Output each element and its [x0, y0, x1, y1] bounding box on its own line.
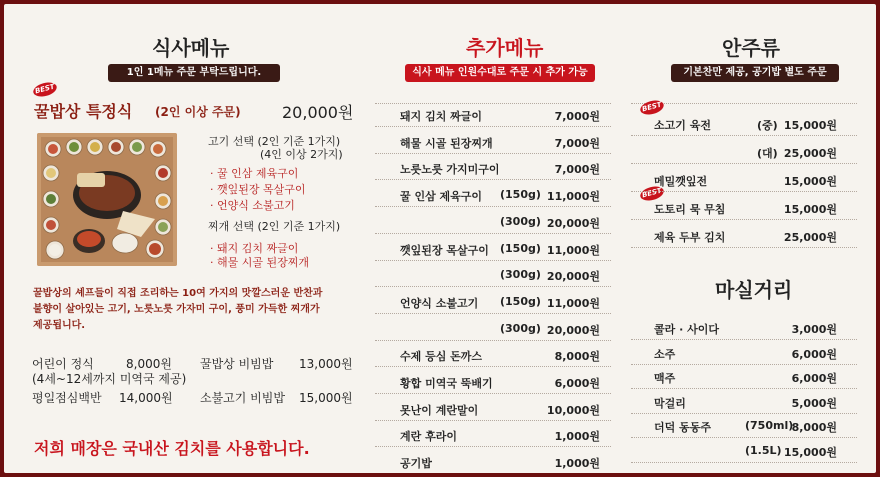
menu-item-price: 8,000원	[791, 421, 837, 434]
menu-item-price: 7,000원	[554, 110, 600, 123]
menu-item-price: 20,000원	[546, 323, 600, 337]
menu-item-price: 15,000원	[783, 175, 837, 188]
menu-item-size: (150g)	[500, 188, 541, 202]
row-divider	[375, 313, 611, 314]
menu-item-price: 15,000원	[783, 445, 837, 459]
menu-item-price: 20,000원	[546, 270, 600, 284]
gogi-title-2: (4인 이상 2가지)	[260, 148, 343, 161]
row-divider	[631, 135, 857, 136]
menu-item-name: 꿀 인삼 제육구이	[400, 190, 483, 204]
menu-item-price: 11,000원	[546, 243, 600, 257]
drinks-title: 마실거리	[715, 278, 793, 302]
best-badge: BEST	[639, 98, 666, 117]
bibim-name: 꿀밥상 비빔밥	[200, 357, 274, 371]
row-divider	[631, 462, 857, 463]
extra-divider	[375, 103, 611, 104]
bulgogi-bibim-price: 15,000원	[299, 391, 353, 405]
row-divider	[375, 340, 611, 341]
menu-item-price: 7,000원	[554, 136, 600, 150]
jjigae-item: · 돼지 김치 짜글이	[210, 242, 299, 255]
description-line: 꿀밥상의 셰프들이 직접 조리하는 10여 가지의 맛깔스러운 반찬과	[33, 288, 323, 299]
menu-item-name: 해물 시골 된장찌개	[400, 136, 493, 150]
menu-item-size: (1.5L)	[745, 443, 782, 457]
special-price: 20,000원	[282, 103, 354, 122]
menu-item-name: 막걸리	[654, 396, 686, 410]
menu-item-size: (300g)	[500, 214, 541, 228]
menu-item-name: 깻잎된장 목살구이	[400, 243, 489, 257]
anju-divider	[631, 103, 857, 104]
best-badge: BEST	[32, 80, 59, 99]
jjigae-title: 찌개 선택 (2인 기준 1가지)	[208, 220, 341, 233]
menu-item-name: 콜라 · 사이다	[654, 323, 719, 336]
kids-price: 8,000원	[126, 357, 172, 371]
gogi-item: · 깻잎된장 목살구이	[210, 183, 306, 196]
extra-title: 추가메뉴	[466, 36, 544, 60]
meal-pill: 1인 1메뉴 주문 부탁드립니다.	[108, 64, 280, 82]
description-line: 불향이 살아있는 고기, 노릇노릇 가자미 구이, 풍미 가득한 찌개가	[33, 304, 320, 315]
menu-item-name: 못난이 계란말이	[400, 403, 479, 417]
extra-pill: 식사 메뉴 인원수대로 주문 시 추가 가능	[405, 64, 595, 82]
special-name: 꿀밥상 특정식	[34, 102, 133, 121]
row-divider	[375, 366, 611, 367]
row-divider	[375, 286, 611, 287]
menu-item-price: 3,000원	[791, 323, 837, 336]
menu-item-price: 8,000원	[554, 350, 600, 364]
menu-item-price: 25,000원	[783, 231, 837, 244]
menu-item-name: 언양식 소불고기	[400, 296, 479, 310]
menu-item-price: 15,000원	[783, 203, 837, 216]
gogi-item: · 언양식 소불고기	[210, 199, 295, 212]
menu-item-size: (300g)	[500, 321, 541, 335]
menu-item-name: 소고기 육전	[654, 119, 711, 132]
menu-item-name: 메밀깻잎전	[654, 175, 708, 188]
menu-item-name: 돼지 김치 짜글이	[400, 110, 483, 123]
menu-board	[4, 4, 876, 473]
row-divider	[375, 179, 611, 180]
description-line: 제공됩니다.	[33, 320, 86, 331]
row-divider	[631, 247, 857, 248]
row-divider	[375, 153, 611, 154]
row-divider	[631, 219, 857, 220]
row-divider	[375, 420, 611, 421]
menu-item-size: (150g)	[500, 294, 541, 308]
menu-item-price: 11,000원	[546, 296, 600, 310]
row-divider	[375, 126, 611, 127]
menu-item-size: (300g)	[500, 268, 541, 282]
korean-table-meal-photo-icon	[37, 133, 177, 266]
row-divider	[375, 446, 611, 447]
menu-item-name: 계란 후라이	[400, 430, 457, 444]
menu-item-price: 15,000원	[783, 119, 837, 132]
bibim-price: 13,000원	[299, 357, 353, 371]
meal-photo-drawing	[37, 133, 177, 266]
row-divider	[375, 260, 611, 261]
row-divider	[375, 206, 611, 207]
menu-item-size: (150g)	[500, 241, 541, 255]
special-note: (2인 이상 주문)	[155, 105, 241, 119]
jjigae-item: · 해물 시골 된장찌개	[210, 256, 309, 269]
menu-item-price: 6,000원	[554, 377, 600, 390]
menu-item-name: 제육 두부 김치	[654, 231, 726, 244]
weekday-name: 평일점심백반	[32, 391, 102, 405]
menu-item-size: (750ml)	[745, 419, 794, 432]
weekday-price: 14,000원	[119, 391, 173, 405]
gogi-title: 고기 선택 (2인 기준 1가지)	[208, 135, 341, 148]
row-divider	[375, 393, 611, 394]
menu-item-name: 맥주	[654, 372, 676, 385]
kids-name: 어린이 정식	[32, 357, 94, 371]
menu-item-price: 6,000원	[791, 347, 837, 361]
menu-item-price: 25,000원	[783, 147, 837, 160]
anju-pill: 기본찬만 제공, 공기밥 별도 주문	[671, 64, 839, 82]
best-badge: BEST	[639, 184, 666, 203]
menu-item-name: 황합 미역국 뚝배기	[400, 377, 493, 390]
menu-item-name: 공기밥	[400, 457, 432, 471]
menu-item-price: 7,000원	[554, 163, 600, 177]
menu-item-name: 더덕 동동주	[654, 421, 711, 434]
menu-item-price: 11,000원	[546, 190, 600, 204]
row-divider	[631, 339, 857, 340]
menu-item-price: 20,000원	[546, 216, 600, 230]
row-divider	[631, 364, 857, 365]
menu-item-size: (대)	[757, 147, 778, 160]
menu-item-name: 도토리 묵 무침	[654, 203, 726, 216]
row-divider	[631, 413, 857, 414]
menu-item-name: 소주	[654, 347, 676, 361]
anju-title: 안주류	[722, 36, 780, 60]
meal-title: 식사메뉴	[152, 36, 230, 60]
menu-item-price: 1,000원	[554, 457, 600, 471]
menu-item-price: 5,000원	[791, 396, 837, 410]
menu-item-size: (중)	[757, 119, 778, 132]
row-divider	[631, 191, 857, 192]
kimchi-notice: 저희 매장은 국내산 김치를 사용합니다.	[34, 439, 310, 458]
menu-item-price: 6,000원	[791, 372, 837, 385]
row-divider	[375, 233, 611, 234]
row-divider	[631, 163, 857, 164]
menu-item-name: 노릇노릇 가지미구이	[400, 163, 500, 177]
kids-note: (4세~12세까지 미역국 제공)	[32, 372, 187, 386]
row-divider	[631, 437, 857, 438]
bulgogi-bibim-name: 소불고기 비빔밥	[200, 391, 285, 405]
menu-item-name: 수제 등심 돈까스	[400, 350, 483, 364]
menu-item-price: 1,000원	[554, 430, 600, 444]
row-divider	[631, 388, 857, 389]
gogi-item: · 꿀 인삼 제육구이	[210, 167, 299, 180]
menu-item-price: 10,000원	[546, 403, 600, 417]
